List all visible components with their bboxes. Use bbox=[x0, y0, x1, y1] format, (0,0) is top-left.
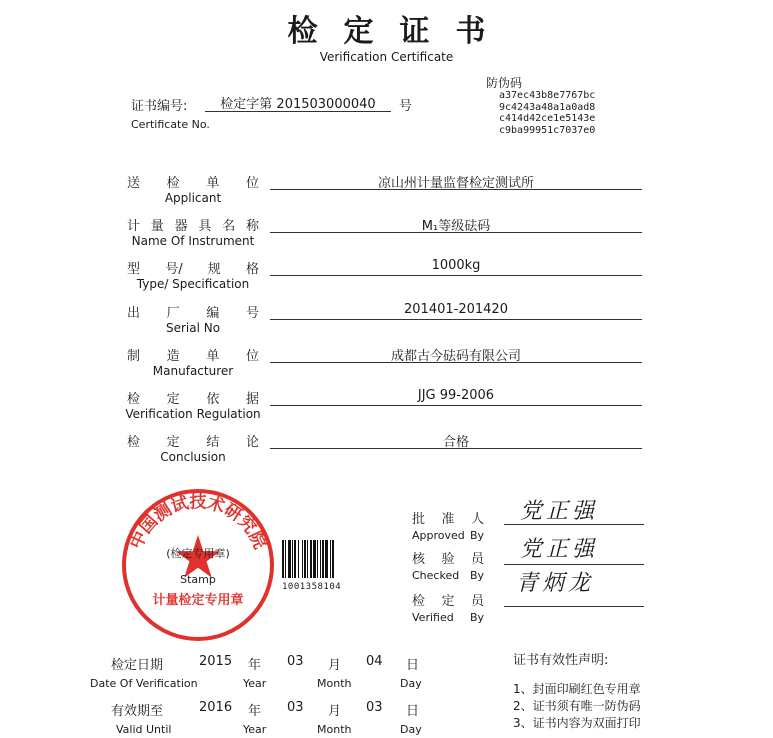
barcode-bar bbox=[313, 540, 316, 578]
valid-until-year: 2016 bbox=[199, 700, 233, 715]
barcode-bar bbox=[317, 540, 318, 578]
title-char: 定 bbox=[343, 14, 374, 49]
field-label-en: Name Of Instrument bbox=[131, 234, 255, 248]
field-label: 型 号/ 规 格 bbox=[127, 262, 259, 277]
title-char: 证 bbox=[399, 14, 430, 49]
field-value: 1000kg bbox=[270, 258, 642, 276]
cert-no-label-en: Certificate No. bbox=[131, 118, 210, 131]
field-label: 检 定 依 据 bbox=[127, 392, 259, 407]
stamp-center-text: (检定专用章) bbox=[166, 547, 230, 560]
barcode-bars bbox=[282, 540, 348, 578]
field-value: 201401-201420 bbox=[270, 302, 642, 320]
barcode-bar bbox=[294, 540, 296, 578]
barcode-bar bbox=[325, 540, 328, 578]
field-manufacturer bbox=[0, 345, 773, 388]
dates-block: 检定日期 Date Of Verification 2015 年 Year 03 月 Month 04 日 Day 有效期至 Valid Until 2016 年 Year 03 月 Month 03 日 Day bbox=[90, 654, 422, 736]
barcode-bar bbox=[288, 540, 291, 578]
stamp-ring-text: 中国测试技术研究院 bbox=[126, 492, 270, 553]
validity-note: 3、证书内容为双面打印 bbox=[513, 716, 641, 730]
field-conclusion bbox=[0, 431, 773, 474]
stamp-bottom-text: 计量检定专用章 bbox=[152, 593, 244, 608]
field-label: 出 厂 编 号 bbox=[127, 306, 259, 321]
field-label-en: Serial No bbox=[165, 321, 221, 335]
field-label-en: Applicant bbox=[164, 191, 222, 205]
validity-notes bbox=[513, 652, 641, 732]
title-char: 检 bbox=[287, 14, 318, 49]
field-serial bbox=[0, 302, 773, 345]
verification-day: 04 bbox=[366, 654, 383, 669]
validity-note: 1、封面印刷红色专用章 bbox=[513, 682, 641, 696]
barcode-bar bbox=[282, 540, 284, 578]
field-label-en: Conclusion bbox=[160, 450, 226, 464]
field-value: 合格 bbox=[270, 431, 642, 449]
barcode-bar bbox=[285, 540, 286, 578]
anti-counterfeit-codes bbox=[499, 90, 595, 136]
cert-no-suffix: 号 bbox=[399, 99, 413, 114]
field-label-en: Verification Regulation bbox=[125, 407, 261, 421]
barcode-bar bbox=[298, 540, 299, 578]
stamp-graphic bbox=[118, 485, 278, 645]
anti-counterfeit-code: a37ec43b8e7767bc bbox=[499, 90, 596, 101]
valid-until-label-en: Valid Until bbox=[116, 723, 172, 736]
barcode-bar bbox=[332, 540, 334, 578]
barcode-bar bbox=[310, 540, 312, 578]
barcode-bar bbox=[302, 540, 303, 578]
anti-counterfeit-code: c9ba99951c7037e0 bbox=[499, 124, 596, 136]
field-type bbox=[0, 258, 773, 301]
valid-until-day: 03 bbox=[366, 700, 383, 715]
verification-date-label: 检定日期 bbox=[111, 658, 164, 673]
valid-until-month: 03 bbox=[287, 700, 304, 715]
field-value: JJG 99-2006 bbox=[270, 388, 642, 406]
field-label: 检 定 结 论 bbox=[127, 435, 259, 450]
field-regulation bbox=[0, 388, 773, 431]
signature-row-checked: 核 验 员 Checked By 党正强 bbox=[408, 542, 648, 582]
stamp-label-en: Stamp bbox=[180, 573, 216, 586]
field-value: M₁等级砝码 bbox=[270, 215, 642, 233]
title-char: 书 bbox=[455, 14, 486, 49]
verification-year: 2015 bbox=[199, 654, 233, 669]
field-label: 送 检 单 位 bbox=[127, 176, 259, 191]
signature-approved: 党正强 bbox=[520, 499, 599, 524]
field-value: 凉山州计量监督检定测试所 bbox=[270, 172, 642, 190]
signature-verified: 青炳龙 bbox=[516, 571, 595, 596]
signature-checked: 党正强 bbox=[520, 537, 599, 562]
barcode-bar bbox=[322, 540, 324, 578]
field-label: 计 量 器 具 名 称 bbox=[127, 219, 259, 234]
field-value: 成都古今砝码有限公司 bbox=[270, 345, 642, 363]
barcode-bar bbox=[320, 540, 321, 578]
certificate-title bbox=[0, 6, 773, 50]
barcode-bar bbox=[292, 540, 293, 578]
verification-date-label-en: Date Of Verification bbox=[90, 677, 198, 690]
cert-no-value: 检定字第 201503000040 bbox=[205, 93, 391, 112]
signature-row-verified: 检 定 员 Verified By 青炳龙 bbox=[408, 584, 648, 624]
certificate-subtitle: Verification Certificate bbox=[319, 50, 454, 64]
verification-month: 03 bbox=[287, 654, 304, 669]
anti-counterfeit-label: 防伪码 bbox=[486, 76, 523, 90]
barcode-bar bbox=[330, 540, 331, 578]
field-label: 制 造 单 位 bbox=[127, 349, 259, 364]
valid-until-label: 有效期至 bbox=[111, 704, 164, 719]
validity-notes-title: 证书有效性声明: bbox=[513, 653, 609, 668]
validity-note: 2、证书须有唯一防伪码 bbox=[513, 699, 641, 713]
signature-row-approved: 批 准 人 Approved By 党正强 bbox=[408, 502, 648, 542]
cert-no-label: 证书编号: bbox=[131, 99, 188, 114]
official-stamp bbox=[118, 485, 278, 645]
field-instrument bbox=[0, 215, 773, 258]
field-applicant bbox=[0, 172, 773, 215]
barcode-bar bbox=[307, 540, 308, 578]
field-label-en: Type/ Specification bbox=[136, 277, 250, 291]
barcode-number: 1001358104 bbox=[282, 582, 342, 592]
field-label-en: Manufacturer bbox=[152, 364, 234, 378]
anti-counterfeit-code: c414d42ce1e5143e bbox=[499, 113, 596, 124]
barcode bbox=[282, 540, 352, 592]
barcode-bar bbox=[304, 540, 306, 578]
anti-counterfeit-code: 9c4243a48a1a0ad8 bbox=[499, 101, 596, 113]
